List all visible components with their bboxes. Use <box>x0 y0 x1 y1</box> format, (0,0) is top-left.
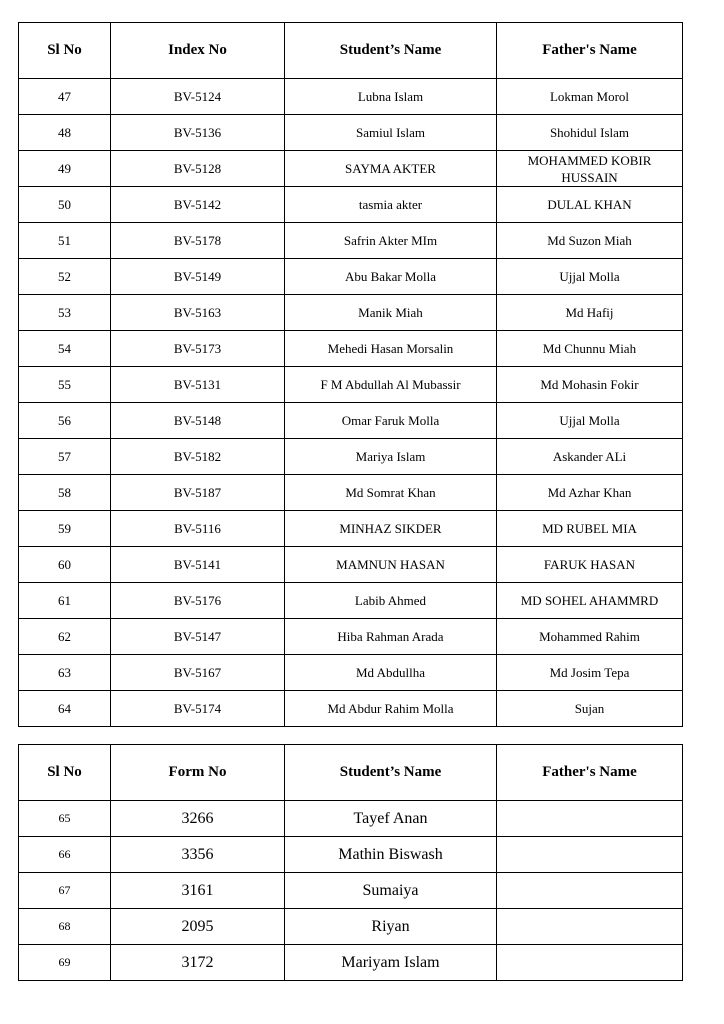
cell-index-no: BV-5187 <box>111 475 285 511</box>
header-student-name: Student’s Name <box>285 23 497 79</box>
cell-index-no: BV-5116 <box>111 511 285 547</box>
cell-index-no: BV-5174 <box>111 691 285 727</box>
table-row <box>19 691 683 727</box>
cell-index-no: BV-5178 <box>111 223 285 259</box>
header-sl-no: Sl No <box>19 745 111 801</box>
header-sl-no: Sl No <box>19 23 111 79</box>
table-row <box>19 547 683 583</box>
table-row <box>19 115 683 151</box>
cell-student-name: Md Abdullha <box>285 655 497 691</box>
cell-father-name: Md Josim Tepa <box>497 655 683 691</box>
cell-father-name: Md Suzon Miah <box>497 223 683 259</box>
table-row <box>19 583 683 619</box>
cell-index-no: BV-5167 <box>111 655 285 691</box>
cell-index-no: BV-5163 <box>111 295 285 331</box>
cell-student-name: Manik Miah <box>285 295 497 331</box>
cell-form-no: 3161 <box>111 873 285 909</box>
cell-sl-no: 49 <box>19 151 111 187</box>
table-row <box>19 475 683 511</box>
cell-father-name <box>497 837 683 873</box>
cell-sl-no: 50 <box>19 187 111 223</box>
student-table-form <box>18 744 683 981</box>
cell-student-name: Mariyam Islam <box>285 945 497 981</box>
table-row <box>19 801 683 837</box>
cell-father-name: Lokman Morol <box>497 79 683 115</box>
table-row <box>19 909 683 945</box>
cell-student-name: Md Abdur Rahim Molla <box>285 691 497 727</box>
cell-student-name: Safrin Akter MIm <box>285 223 497 259</box>
table-row <box>19 187 683 223</box>
cell-father-name: Shohidul Islam <box>497 115 683 151</box>
cell-father-name <box>497 945 683 981</box>
cell-sl-no: 67 <box>19 873 111 909</box>
cell-student-name: Riyan <box>285 909 497 945</box>
cell-form-no: 2095 <box>111 909 285 945</box>
cell-form-no: 3172 <box>111 945 285 981</box>
cell-student-name: Md Somrat Khan <box>285 475 497 511</box>
header-form-no: Form No <box>111 745 285 801</box>
cell-sl-no: 59 <box>19 511 111 547</box>
cell-index-no: BV-5182 <box>111 439 285 475</box>
cell-sl-no: 51 <box>19 223 111 259</box>
cell-sl-no: 62 <box>19 619 111 655</box>
cell-student-name: tasmia akter <box>285 187 497 223</box>
cell-student-name: MINHAZ SIKDER <box>285 511 497 547</box>
cell-index-no: BV-5142 <box>111 187 285 223</box>
cell-father-name: Md Hafij <box>497 295 683 331</box>
cell-father-name: Sujan <box>497 691 683 727</box>
table-header-row <box>19 23 683 79</box>
cell-father-name: Ujjal Molla <box>497 403 683 439</box>
cell-sl-no: 54 <box>19 331 111 367</box>
cell-index-no: BV-5149 <box>111 259 285 295</box>
cell-student-name: Tayef Anan <box>285 801 497 837</box>
cell-father-name <box>497 873 683 909</box>
table-header-row <box>19 745 683 801</box>
table-row <box>19 403 683 439</box>
cell-father-name <box>497 909 683 945</box>
table-row <box>19 837 683 873</box>
cell-student-name: F M Abdullah Al Mubassir <box>285 367 497 403</box>
header-father-name: Father's Name <box>497 745 683 801</box>
table-row <box>19 295 683 331</box>
cell-student-name: Labib Ahmed <box>285 583 497 619</box>
header-student-name: Student’s Name <box>285 745 497 801</box>
cell-index-no: BV-5124 <box>111 79 285 115</box>
header-father-name: Father's Name <box>497 23 683 79</box>
table-row <box>19 511 683 547</box>
table-row <box>19 367 683 403</box>
table-body <box>19 79 683 727</box>
cell-student-name: Abu Bakar Molla <box>285 259 497 295</box>
cell-student-name: Samiul Islam <box>285 115 497 151</box>
cell-father-name: MD RUBEL MIA <box>497 511 683 547</box>
cell-sl-no: 47 <box>19 79 111 115</box>
cell-father-name: Ujjal Molla <box>497 259 683 295</box>
cell-sl-no: 55 <box>19 367 111 403</box>
cell-sl-no: 68 <box>19 909 111 945</box>
cell-father-name: DULAL KHAN <box>497 187 683 223</box>
table-row <box>19 873 683 909</box>
cell-student-name: Lubna Islam <box>285 79 497 115</box>
cell-student-name: Sumaiya <box>285 873 497 909</box>
table-row <box>19 151 683 187</box>
cell-father-name: Md Azhar Khan <box>497 475 683 511</box>
cell-student-name: Mathin Biswash <box>285 837 497 873</box>
table-row <box>19 259 683 295</box>
cell-index-no: BV-5141 <box>111 547 285 583</box>
cell-sl-no: 58 <box>19 475 111 511</box>
table-body <box>19 801 683 981</box>
cell-index-no: BV-5147 <box>111 619 285 655</box>
cell-father-name: MD SOHEL AHAMMRD <box>497 583 683 619</box>
table-row <box>19 619 683 655</box>
cell-sl-no: 61 <box>19 583 111 619</box>
cell-sl-no: 66 <box>19 837 111 873</box>
cell-index-no: BV-5136 <box>111 115 285 151</box>
table-row <box>19 945 683 981</box>
cell-father-name: Md Mohasin Fokir <box>497 367 683 403</box>
cell-father-name: MOHAMMED KOBIR HUSSAIN <box>497 151 683 187</box>
table-row <box>19 79 683 115</box>
cell-father-name: Md Chunnu Miah <box>497 331 683 367</box>
cell-father-name <box>497 801 683 837</box>
cell-sl-no: 53 <box>19 295 111 331</box>
cell-sl-no: 57 <box>19 439 111 475</box>
cell-sl-no: 63 <box>19 655 111 691</box>
cell-index-no: BV-5173 <box>111 331 285 367</box>
cell-student-name: Mehedi Hasan Morsalin <box>285 331 497 367</box>
cell-sl-no: 60 <box>19 547 111 583</box>
cell-student-name: MAMNUN HASAN <box>285 547 497 583</box>
cell-index-no: BV-5131 <box>111 367 285 403</box>
cell-sl-no: 65 <box>19 801 111 837</box>
cell-student-name: Hiba Rahman Arada <box>285 619 497 655</box>
cell-index-no: BV-5176 <box>111 583 285 619</box>
header-index-no: Index No <box>111 23 285 79</box>
student-table-index <box>18 22 683 727</box>
cell-form-no: 3356 <box>111 837 285 873</box>
cell-form-no: 3266 <box>111 801 285 837</box>
cell-sl-no: 69 <box>19 945 111 981</box>
cell-student-name: Mariya Islam <box>285 439 497 475</box>
table-row <box>19 223 683 259</box>
cell-student-name: SAYMA AKTER <box>285 151 497 187</box>
cell-student-name: Omar Faruk Molla <box>285 403 497 439</box>
cell-father-name: Askander ALi <box>497 439 683 475</box>
table-row <box>19 331 683 367</box>
cell-sl-no: 56 <box>19 403 111 439</box>
cell-sl-no: 52 <box>19 259 111 295</box>
table-row <box>19 439 683 475</box>
cell-father-name: FARUK HASAN <box>497 547 683 583</box>
cell-father-name: Mohammed Rahim <box>497 619 683 655</box>
cell-sl-no: 64 <box>19 691 111 727</box>
cell-sl-no: 48 <box>19 115 111 151</box>
cell-index-no: BV-5128 <box>111 151 285 187</box>
cell-index-no: BV-5148 <box>111 403 285 439</box>
table-row <box>19 655 683 691</box>
